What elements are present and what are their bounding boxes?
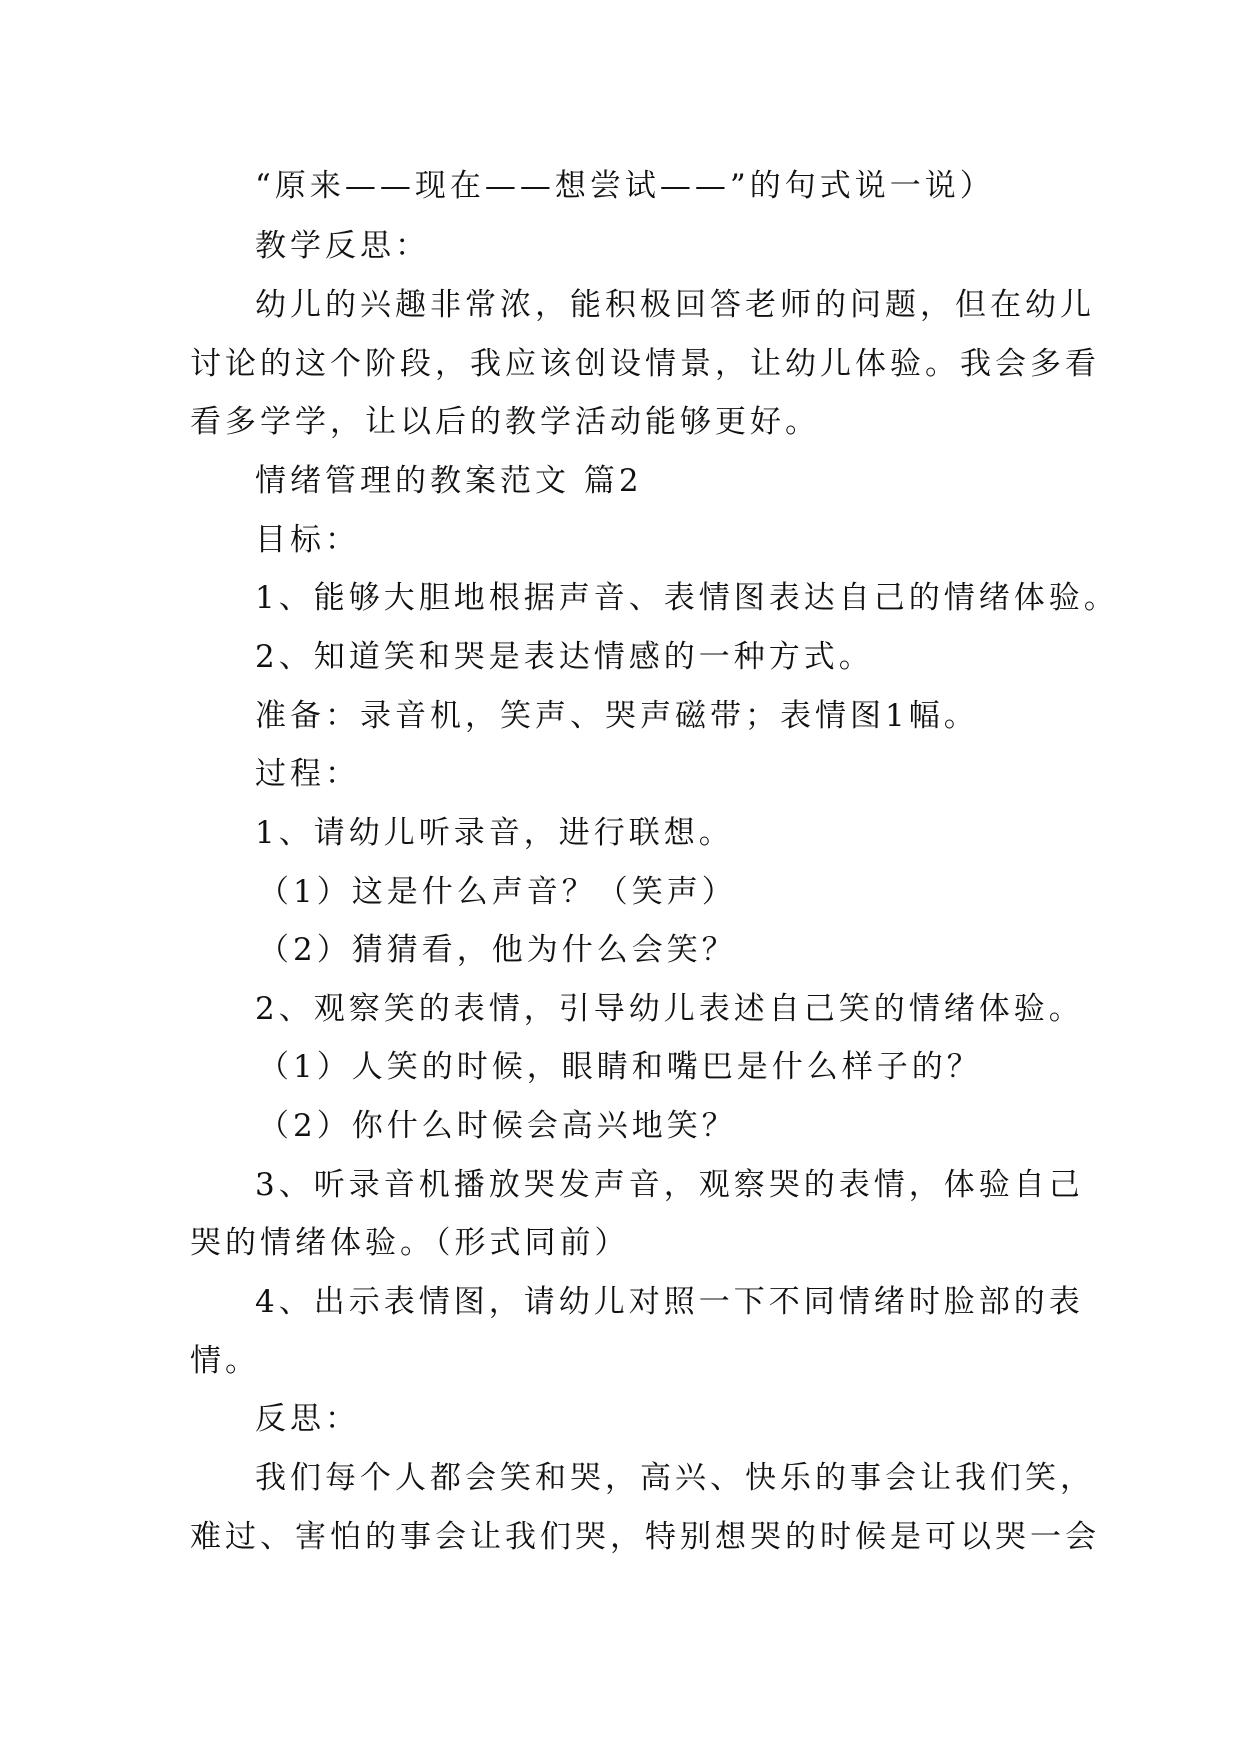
text-line: 2、知道笑和哭是表达情感的一种方式。: [255, 639, 874, 675]
text-line: （2）你什么时候会高兴地笑？: [258, 1108, 737, 1144]
text-line: 1、请幼儿听录音，进行联想。: [255, 815, 734, 851]
text-line: 4、出示表情图，请幼儿对照一下不同情绪时脸部的表: [255, 1284, 1084, 1320]
text-line: 难过、害怕的事会让我们哭，特别想哭的时候是可以哭一会: [190, 1519, 1100, 1555]
text-line: （2）猜猜看，他为什么会笑？: [258, 932, 737, 968]
text-line: 哭的情绪体验。（形式同前）: [190, 1225, 630, 1261]
article-title: 情绪管理的教案范文 篇2: [255, 463, 643, 499]
text-line: 讨论的这个阶段，我应该创设情景，让幼儿体验。我会多看: [190, 346, 1100, 382]
text-line: 2、观察笑的表情，引导幼儿表述自己笑的情绪体验。: [255, 991, 1084, 1027]
text-line: “原来——现在——想尝试——”的句式说一说）: [255, 168, 995, 204]
text-line: （1）这是什么声音？（笑声）: [258, 874, 737, 910]
text-line: 1、能够大胆地根据声音、表情图表达自己的情绪体验。: [255, 580, 1119, 616]
text-line: （1）人笑的时候，眼睛和嘴巴是什么样子的？: [258, 1049, 982, 1085]
section-heading: 反思：: [255, 1401, 360, 1437]
text-line: 情。: [190, 1343, 260, 1379]
text-line: 准备：录音机，笑声、哭声磁带；表情图1幅。: [255, 698, 979, 734]
text-line: 我们每个人都会笑和哭，高兴、快乐的事会让我们笑，: [255, 1460, 1095, 1496]
section-heading: 目标：: [255, 522, 360, 558]
text-line: 幼儿的兴趣非常浓，能积极回答老师的问题，但在幼儿: [255, 287, 1095, 323]
section-heading: 过程：: [255, 756, 360, 792]
text-line: 看多学学，让以后的教学活动能够更好。: [190, 404, 820, 440]
section-heading: 教学反思：: [255, 228, 430, 264]
text-line: 3、听录音机播放哭发声音，观察哭的表情，体验自己: [255, 1167, 1084, 1203]
